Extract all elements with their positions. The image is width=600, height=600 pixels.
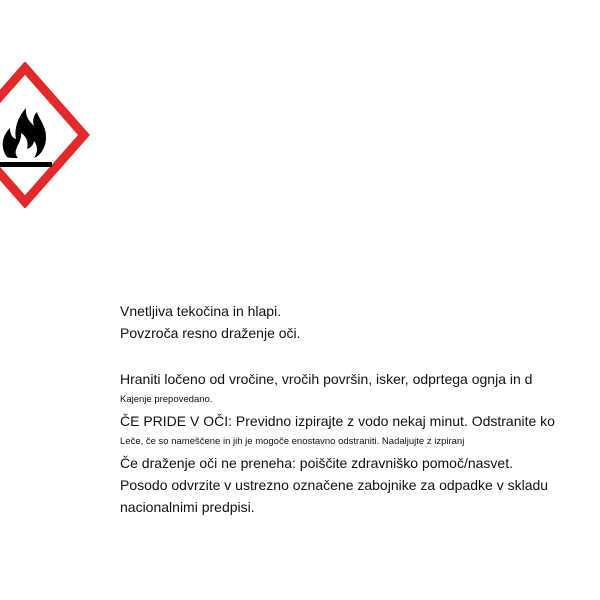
hazard-statement: Vnetljiva tekočina in hlapi. (120, 303, 282, 319)
precautionary-statement: nacionalnimi predpisi. (120, 499, 255, 515)
label-text-block (120, 300, 600, 518)
precautionary-statement: Če draženje oči ne preneha: poiščite zdravniško pomoč/nasvet. (120, 455, 513, 471)
precautionary-statement: Posodo odvrzite v ustrezno označene zabojnike za odpadke v skladu (120, 477, 549, 493)
precautionary-statement: Hraniti ločeno od vročine, vročih površin, isker, odprtega ognja in d (120, 371, 533, 387)
precautionary-statement: Leče, če so nameščene in jih je mogoče enostavno odstraniti. Nadaljujte z izpiranj (120, 436, 465, 447)
hazard-statement: Povzroča resno draženje oči. (120, 325, 301, 341)
precautionary-statement: ČE PRIDE V OČI: Previdno izpirajte z vodo nekaj minut. Odstranite ko (120, 413, 555, 429)
precautionary-statement: Kajenje prepovedano. (120, 394, 213, 405)
ghs-flammable-pictogram (0, 62, 90, 208)
section-gap (120, 344, 600, 368)
